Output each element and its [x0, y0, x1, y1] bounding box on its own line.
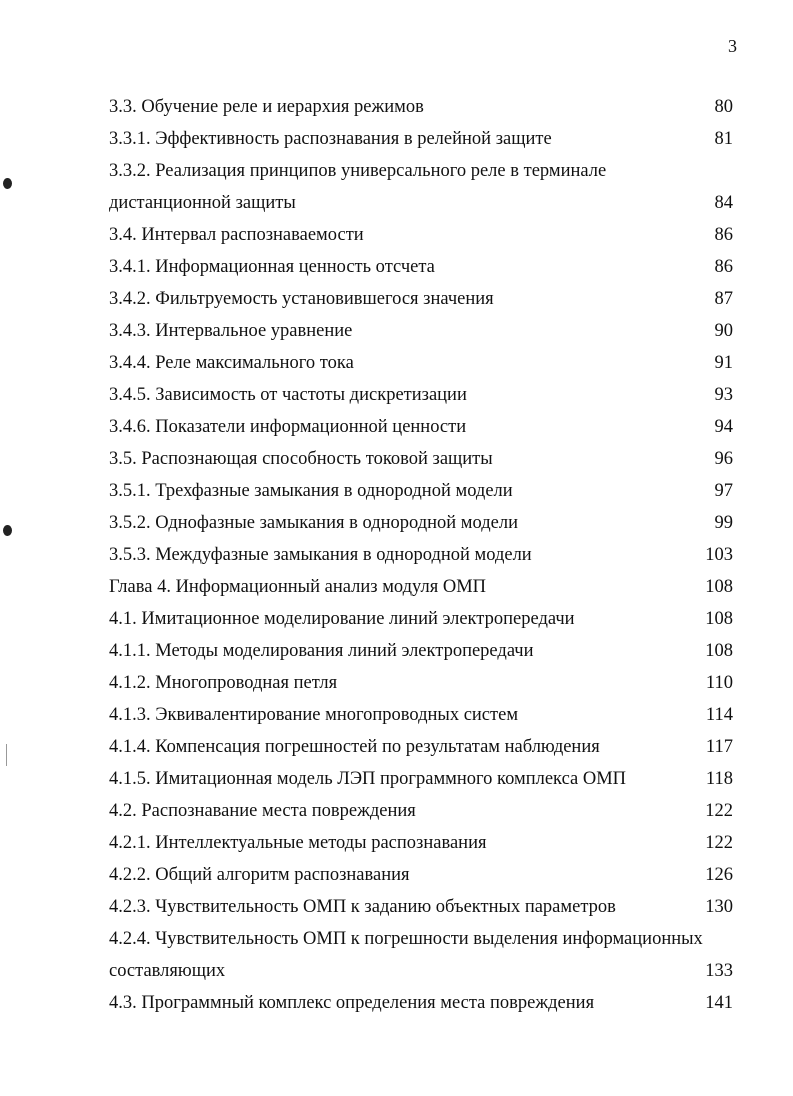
toc-entry-page: 87: [714, 289, 733, 309]
toc-entry: [109, 955, 749, 987]
toc-entry-title: 4.1.5. Имитационная модель ЛЭП программного комплекса ОМП: [109, 769, 627, 789]
toc-entry: [109, 987, 749, 1019]
binder-hole-mark: [3, 525, 12, 536]
table-of-contents: [109, 91, 749, 1019]
toc-entry-page: 122: [705, 833, 733, 853]
toc-entry-page: 108: [705, 641, 733, 661]
toc-entry-page: 130: [705, 897, 733, 917]
toc-entry-title: 3.4.3. Интервальное уравнение: [109, 321, 353, 341]
toc-entry: [109, 699, 749, 731]
toc-entry-title: 4.2.1. Интеллектуальные методы распознавания: [109, 833, 487, 853]
toc-entry: [109, 731, 749, 763]
toc-entry-title: 3.4.2. Фильтруемость установившегося значения: [109, 289, 494, 309]
toc-entry-title: 4.1.3. Эквивалентирование многопроводных систем: [109, 705, 519, 725]
toc-entry-page: 108: [705, 609, 733, 629]
toc-entry: [109, 91, 749, 123]
toc-entry-page: 93: [714, 385, 733, 405]
toc-entry-title: 3.4.1. Информационная ценность отсчета: [109, 257, 435, 277]
toc-entry: [109, 859, 749, 891]
toc-entry-title: Глава 4. Информационный анализ модуля ОМП: [109, 577, 487, 597]
toc-entry-title: 4.1.4. Компенсация погрешностей по результатам наблюдения: [109, 737, 600, 757]
toc-entry-title: 3.5.3. Междуфазные замыкания в однородной модели: [109, 545, 532, 565]
toc-entry-page: 108: [705, 577, 733, 597]
toc-entry-page: 141: [705, 993, 733, 1013]
toc-entry-page: 110: [705, 673, 733, 693]
toc-entry-page: 97: [714, 481, 733, 501]
toc-entry: [109, 379, 749, 411]
toc-entry: [109, 347, 749, 379]
toc-entry-title: 3.4.5. Зависимость от частоты дискретизации: [109, 385, 467, 405]
toc-entry: [109, 923, 749, 955]
toc-entry-page: 86: [714, 225, 733, 245]
toc-entry-page: 103: [705, 545, 733, 565]
toc-entry: [109, 315, 749, 347]
toc-entry-title: 3.3.1. Эффективность распознавания в релейной защите: [109, 129, 552, 149]
toc-entry-title: 3.5.1. Трехфазные замыкания в однородной модели: [109, 481, 513, 501]
toc-entry-page: 80: [714, 97, 733, 117]
toc-entry-page: 117: [705, 737, 733, 757]
toc-entry-title: 4.1.1. Методы моделирования линий электропередачи: [109, 641, 534, 661]
toc-entry-page: 126: [705, 865, 733, 885]
toc-entry: [109, 251, 749, 283]
toc-entry-page: 133: [705, 961, 733, 981]
toc-entry-title: 3.4. Интервал распознаваемости: [109, 225, 364, 245]
toc-entry: [109, 891, 749, 923]
scan-tick-mark: [6, 744, 7, 766]
toc-entry: [109, 283, 749, 315]
toc-entry-title: 4.2.3. Чувствительность ОМП к заданию объектных параметров: [109, 897, 616, 917]
toc-entry: [109, 603, 749, 635]
toc-entry-page: 99: [714, 513, 733, 533]
toc-entry: [109, 539, 749, 571]
toc-entry: [109, 635, 749, 667]
toc-entry-page: 90: [714, 321, 733, 341]
toc-entry: [109, 667, 749, 699]
toc-entry-title: 4.2.2. Общий алгоритм распознавания: [109, 865, 410, 885]
toc-entry-title: 4.1.2. Многопроводная петля: [109, 673, 338, 693]
toc-entry-page: 84: [714, 193, 733, 213]
toc-entry-title: 3.4.6. Показатели информационной ценности: [109, 417, 467, 437]
toc-entry-title: 3.5.2. Однофазные замыкания в однородной модели: [109, 513, 518, 533]
toc-entry: [109, 123, 749, 155]
page-number: 3: [728, 36, 737, 56]
toc-entry-title: 4.2.4. Чувствительность ОМП к погрешности выделения информационных: [109, 929, 703, 949]
toc-entry-page: 114: [705, 705, 733, 725]
toc-entry-title: 4.2. Распознавание места повреждения: [109, 801, 416, 821]
toc-entry: [109, 795, 749, 827]
binder-hole-mark: [3, 178, 12, 189]
toc-entry-title: 4.1. Имитационное моделирование линий электропередачи: [109, 609, 575, 629]
toc-entry-title: 3.3. Обучение реле и иерархия режимов: [109, 97, 424, 117]
toc-entry: [109, 411, 749, 443]
toc-entry: [109, 571, 749, 603]
toc-entry-page: 94: [714, 417, 733, 437]
toc-entry: [109, 507, 749, 539]
toc-entry-title: 3.5. Распознающая способность токовой защиты: [109, 449, 493, 469]
toc-entry-title: дистанционной защиты: [109, 193, 296, 213]
toc-entry: [109, 443, 749, 475]
toc-entry-title: составляющих: [109, 961, 226, 981]
toc-entry-page: 118: [705, 769, 733, 789]
toc-entry: [109, 827, 749, 859]
toc-entry-title: 3.3.2. Реализация принципов универсального реле в терминале: [109, 161, 607, 181]
toc-entry: [109, 475, 749, 507]
toc-entry-page: 81: [714, 129, 733, 149]
toc-entry: [109, 187, 749, 219]
toc-entry-page: 86: [714, 257, 733, 277]
toc-entry-page: 91: [714, 353, 733, 373]
toc-entry-title: 4.3. Программный комплекс определения места повреждения: [109, 993, 595, 1013]
toc-entry-page: 96: [714, 449, 733, 469]
toc-entry-page: 122: [705, 801, 733, 821]
toc-entry: [109, 763, 749, 795]
toc-entry-title: 3.4.4. Реле максимального тока: [109, 353, 354, 373]
toc-entry: [109, 219, 749, 251]
toc-entry: [109, 155, 749, 187]
